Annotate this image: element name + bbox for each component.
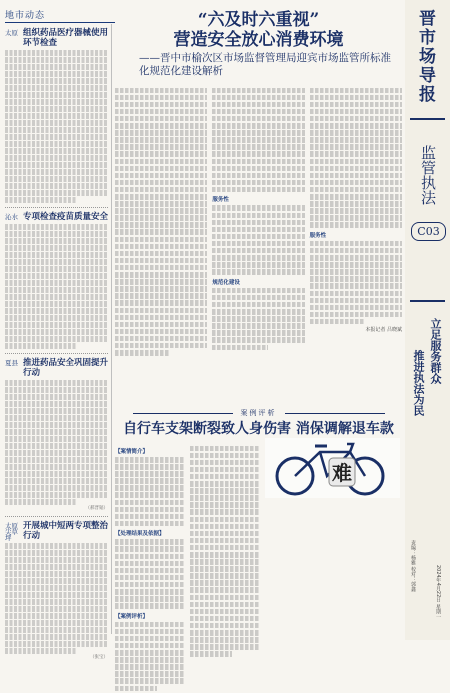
section-title: 监管执法: [419, 145, 437, 205]
case-subtitle: 【处理结果及依据】: [115, 531, 165, 538]
headline-line2: 营造安全放心消费环境: [173, 30, 344, 50]
slogan-line1: 立足服务群众: [429, 318, 442, 384]
headline-line1: “六及时六重视”: [197, 10, 320, 30]
article-column: [212, 86, 304, 357]
newspaper-masthead[interactable]: 晋 市 场 导 报: [419, 9, 436, 105]
article-column: [310, 86, 402, 357]
brief-location: 夏县: [5, 359, 18, 367]
case-subtitle: 【案情简介】: [115, 449, 149, 455]
section-subtitle: 服务性: [212, 197, 229, 204]
page-code: C03: [411, 222, 446, 241]
brief-title[interactable]: 推进药品安全巩固提升行动: [23, 358, 109, 378]
left-news-column: [5, 26, 109, 660]
divider: [5, 516, 108, 517]
divider: [5, 207, 108, 208]
brief-location: 太原: [5, 29, 18, 37]
right-sidebar: [405, 0, 450, 640]
article-body: [115, 86, 402, 357]
divider: [410, 118, 445, 120]
article-byline: 本报记者 吕晓斌: [365, 327, 402, 334]
case-column: [115, 444, 185, 693]
column-rule: [111, 24, 112, 634]
section-subtitle: 规范化建设: [212, 279, 240, 286]
issue-date: 2024年4月22日 星期一: [435, 565, 441, 619]
news-brief: [5, 521, 108, 661]
article-subheadline: ——晋中市榆次区市场监督管理局迎宾市场监管所标准化规范化建设解析: [139, 52, 391, 77]
news-brief: [5, 358, 108, 512]
brief-source: （张宝）: [90, 655, 108, 660]
section-subtitle: 服务性: [309, 232, 327, 239]
news-brief: [5, 212, 108, 349]
main-content: [115, 6, 402, 632]
brief-source: （郝晋韬）: [85, 506, 108, 511]
brief-location: 沁水: [5, 213, 18, 221]
brief-title[interactable]: 开展城中短两专项整治行动: [23, 521, 109, 541]
editors-credit: 责编：杨雅 校对：郭鑫: [410, 540, 416, 592]
section-label: 案例评析: [115, 408, 402, 418]
photo-text: 难: [332, 461, 352, 485]
brief-title[interactable]: 组织药品医疗器械使用环节检查: [23, 28, 109, 48]
slogan-line2: 推进执法为民: [412, 350, 425, 416]
news-brief: [5, 28, 108, 203]
brief-title[interactable]: 专项检查疫苗质量安全: [23, 212, 109, 222]
divider: [5, 353, 108, 354]
case-column: [190, 444, 260, 693]
divider: [410, 300, 445, 302]
case-subtitle: 【案例评析】: [115, 613, 149, 620]
column-header: 地市动态: [5, 8, 115, 23]
article-column: [115, 86, 207, 357]
bicycle-illustration: [265, 438, 400, 498]
article-headline[interactable]: [115, 10, 402, 50]
brief-location: 太原尖草坪: [5, 522, 18, 542]
case-headline[interactable]: 自行车支架断裂致人身伤害 消保调解退车款: [123, 421, 394, 437]
